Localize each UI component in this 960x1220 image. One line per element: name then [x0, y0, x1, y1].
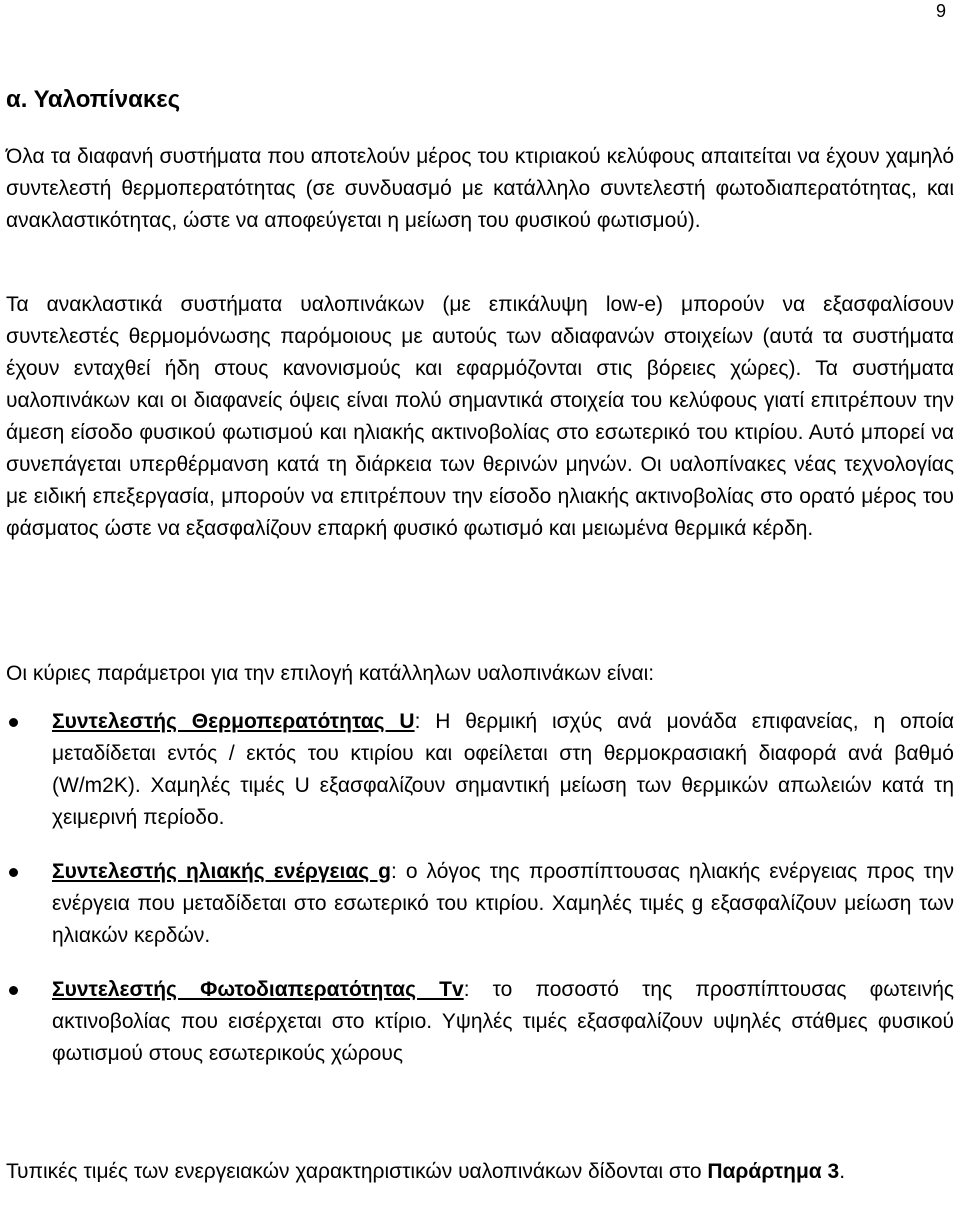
paragraph-reflective-systems: Τα ανακλαστικά συστήματα υαλοπινάκων (με επικάλυψη low-e) μπορούν να εξασφαλίσουν συντελεστές θερμομόνωσης παρόμοιους με αυτούς των αδιαφανών στοιχείων (αυτά τα συστήματα έχουν ενταχθεί ήδη στους κανονισμούς και εφαρμόζονται στις βόρειες χώρες). Τα συστήματα υαλοπινάκων και οι διαφανείς όψεις είναι πολύ σημαντικά στοιχεία του κελύφους γιατί επιτρέπουν την άμεση είσοδο φυσικού φωτισμού και ηλιακής ακτινοβολίας στο εσωτερικό του κτιρίου. Αυτό μπορεί να συνεπάγεται υπερθέρμανση κατά τη διάρκεια των θερινών μηνών. Οι υαλοπίνακες νέας τεχνολογίας με ειδική επεξεργασία, μπορούν να επιτρέπουν την είσοδο ηλιακής ακτινοβολίας στο ορατό μέρος του φάσματος ώστε να εξασφαλίζουν επαρκή φυσικό φωτισμό και μειωμένα θερμικά κέρδη. — [6, 293, 954, 540]
parameters-list — [6, 706, 954, 1070]
parameter-item-tv-value — [6, 974, 954, 1070]
paragraph-appendix-note — [6, 1156, 954, 1188]
parameter-term: Συντελεστής Θερμοπερατότητας U — [52, 710, 415, 733]
bullet-icon — [9, 718, 18, 727]
appendix-reference: Παράρτημα 3 — [707, 1160, 840, 1183]
appendix-note-end: . — [839, 1160, 846, 1183]
parameter-term: Συντελεστής ηλιακής ενέργειας g — [52, 860, 391, 883]
parameter-item-u-value — [6, 706, 954, 834]
document-page — [6, 0, 954, 1220]
parameter-term: Συντελεστής Φωτοδιαπερατότητας Tv — [52, 978, 464, 1001]
bullet-icon — [9, 868, 18, 877]
section-heading: α. Υαλοπίνακες — [6, 86, 181, 113]
parameter-description: : Η θερμική ισχύς ανά μονάδα επιφανείας, η οποία μεταδίδεται εντός / εκτός του κτιρίου και οφείλεται στη θερμοκρασιακή διαφορά ανά βαθμό (W/m2K). Χαμηλές τιμές U εξασφαλίζουν σημαντική μείωση των θερμικών απωλειών κατά τη χειμερινή περίοδο. — [52, 710, 955, 829]
parameter-item-g-value — [6, 856, 954, 952]
bullet-icon — [9, 986, 18, 995]
appendix-note-text: Τυπικές τιμές των ενεργειακών χαρακτηριστικών υαλοπινάκων δίδονται στο — [6, 1160, 708, 1183]
page-number: 9 — [935, 1, 946, 21]
paragraph-intro: Όλα τα διαφανή συστήματα που αποτελούν μέρος του κτιριακού κελύφους απαιτείται να έχουν χαμηλό συντελεστή θερμοπερατότητας (σε συνδυασμό με κατάλληλο συντελεστή φωτοδιαπερατότητας, και ανακλαστικότητας, ώστε να αποφεύγεται η μείωση του φυσικού φωτισμού). — [6, 145, 954, 232]
paragraph-parameters-intro: Οι κύριες παράμετροι για την επιλογή κατάλληλων υαλοπινάκων είναι: — [6, 662, 655, 685]
parameter-description: : ο λόγος της προσπίπτουσας ηλιακής ενέργειας προς την ενέργεια που μεταδίδεται στο εσωτερικό του κτιρίου. Χαμηλές τιμές g εξασφαλίζουν μείωση των ηλιακών κερδών. — [52, 860, 954, 947]
parameter-description: : το ποσοστό της προσπίπτουσας φωτεινής ακτινοβολίας που εισέρχεται στο κτίριο. Υψηλές τιμές εξασφαλίζουν υψηλές στάθμες φυσικού φωτισμού στους εσωτερικούς χώρους — [52, 978, 955, 1065]
